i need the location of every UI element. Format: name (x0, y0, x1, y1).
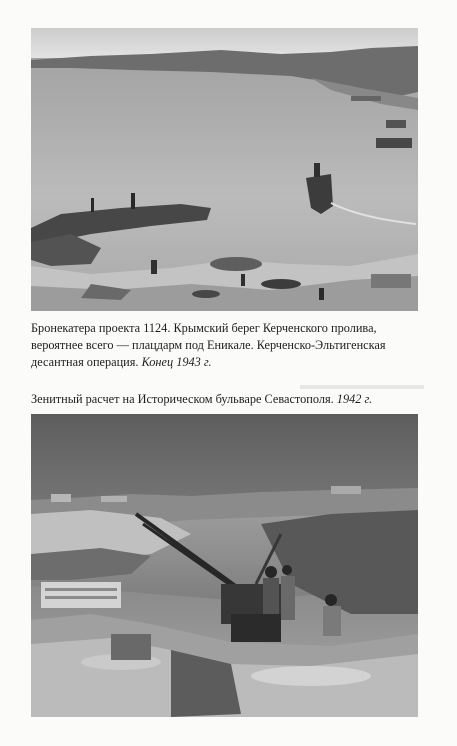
photo-anti-aircraft-crew-image (31, 414, 418, 717)
caption-2-line-1 (31, 391, 423, 408)
bleed-through-line (300, 385, 424, 389)
caption-2-line-1-text: Зенитный расчет на Историческом бульваре Севастополя. (31, 392, 334, 406)
photo-anti-aircraft-crew (31, 414, 418, 717)
photo-armored-boats (31, 28, 418, 311)
photo-armored-boats-image (31, 28, 418, 311)
caption-1-line-1: Бронекатера проекта 1124. Крымский берег Керченского пролива, (31, 321, 377, 335)
caption-1-line-2: вероятнее всего — плацдарм под Еникале. Керченско-Эльтигенская (31, 338, 386, 352)
caption-2-date: 1942 г. (336, 392, 373, 406)
caption-armored-boats (31, 320, 423, 371)
caption-1-line-3 (31, 354, 423, 371)
caption-1-date: Конец 1943 г. (141, 355, 212, 369)
caption-anti-aircraft (31, 391, 423, 408)
caption-1-line-3-text: десантная операция. (31, 355, 139, 369)
